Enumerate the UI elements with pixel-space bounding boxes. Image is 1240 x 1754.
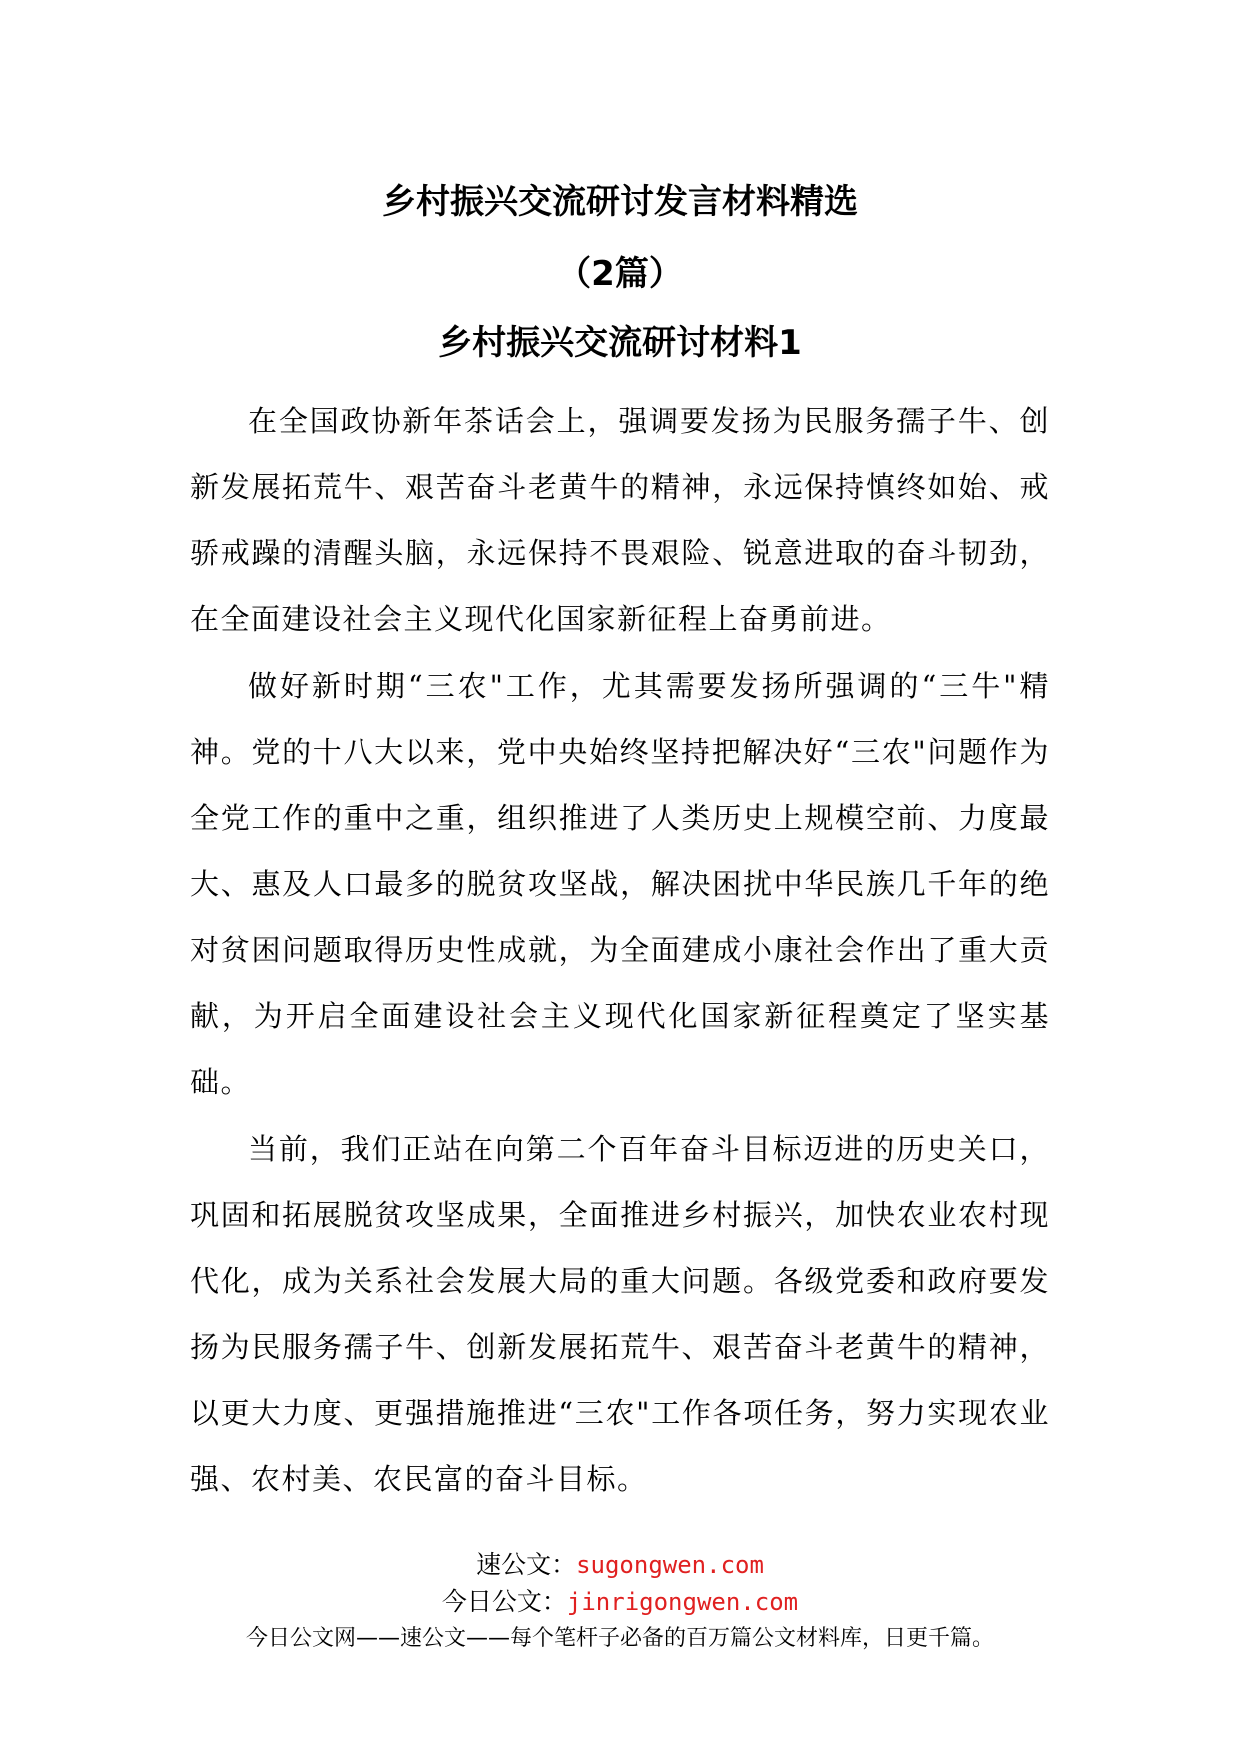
footer-label-sugongwen: 速公文： <box>476 1550 577 1579</box>
document-title: 乡村振兴交流研讨发言材料精选 <box>382 182 858 222</box>
document-body <box>190 388 1050 1513</box>
document-subtitle: （2篇） <box>557 254 683 294</box>
footer-line-sugongwen <box>0 1548 1240 1582</box>
section-title: 乡村振兴交流研讨材料1 <box>438 323 802 363</box>
paragraph-2: 做好新时期“三农"工作，尤其需要发扬所强调的“三牛"精神。党的十八大以来，党中央始终坚持把解决好“三农"问题作为全党工作的重中之重，组织推进了人类历史上规模空前、力度最大、惠及人口最多的脱贫攻坚战，解决困扰中华民族几千年的绝对贫困问题取得历史性成就，为全面建成小康社会作出了重大贡献，为开启全面建设社会主义现代化国家新征程奠定了坚实基础。 <box>190 669 1050 1099</box>
jinrigongwen-link[interactable]: jinrigongwen.com <box>566 1588 799 1616</box>
footer-label-jinrigongwen: 今日公文： <box>441 1587 567 1616</box>
paragraph-3: 当前，我们正站在向第二个百年奋斗目标迈进的历史关口，巩固和拓展脱贫攻坚成果，全面推进乡村振兴，加快农业农村现代化，成为关系社会发展大局的重大问题。各级党委和政府要发扬为民服务孺子牛、创新发展拓荒牛、艰苦奋斗老黄牛的精神，以更大力度、更强措施推进“三农"工作各项任务，努力实现农业强、农村美、农民富的奋斗目标。 <box>190 1132 1050 1496</box>
sugongwen-link[interactable]: sugongwen.com <box>576 1551 764 1579</box>
footer-line-jinrigongwen <box>0 1585 1240 1619</box>
footer-slogan: 今日公文网——速公文——每个笔杆子必备的百万篇公文材料库，日更千篇。 <box>245 1626 994 1651</box>
paragraph-1: 在全国政协新年茶话会上，强调要发扬为民服务孺子牛、创新发展拓荒牛、艰苦奋斗老黄牛的精神，永远保持慎终如始、戒骄戒躁的清醒头脑，永远保持不畏艰险、锐意进取的奋斗韧劲，在全面建设社会主义现代化国家新征程上奋勇前进。 <box>190 404 1050 636</box>
